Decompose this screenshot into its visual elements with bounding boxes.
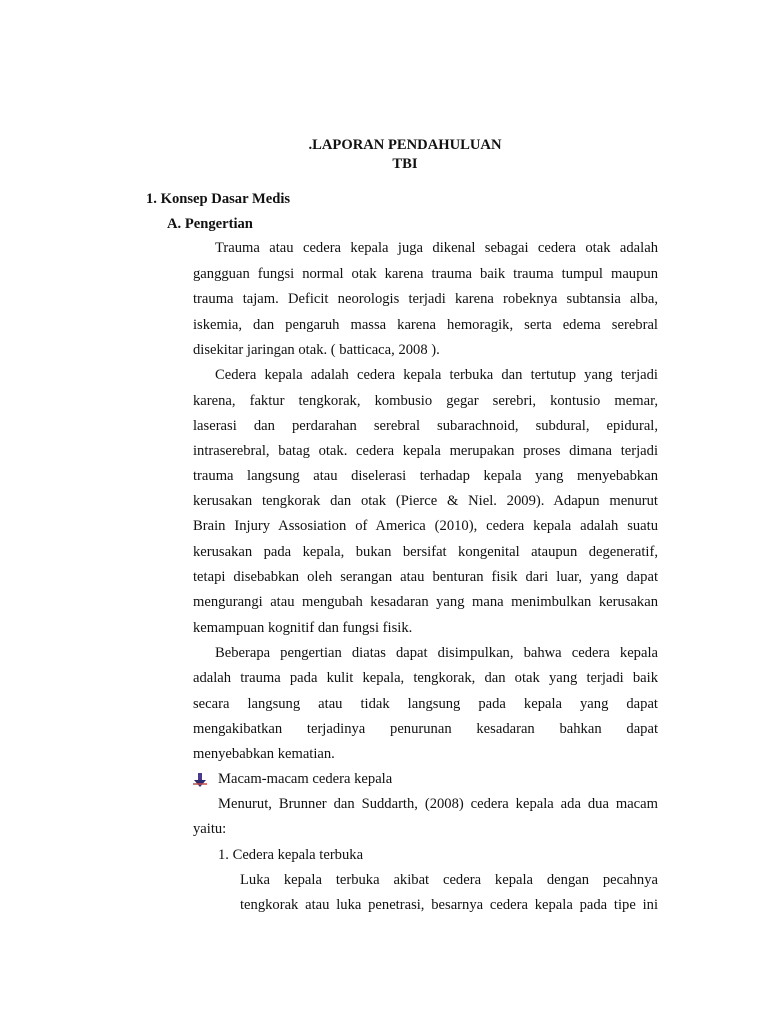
text-line: kerusakan tengkorak dan otak (Pierce & Niel. 2009). Adapun menurut <box>193 493 658 509</box>
text-line: Luka kepala terbuka akibat cedera kepala dengan pecahnya <box>240 872 658 888</box>
text-line: Cedera kepala adalah cedera kepala terbuka dan tertutup yang terjadi <box>215 367 658 383</box>
doc-subtitle: TBI <box>392 156 418 172</box>
text-line: Beberapa pengertian diatas dapat disimpulkan, bahwa cedera kepala <box>215 645 658 661</box>
text-line: menyebabkan kematian. <box>193 746 335 762</box>
text-line: tengkorak atau luka penetrasi, besarnya cedera kepala pada tipe ini <box>240 897 658 913</box>
text-line: secara langsung atau tidak langsung pada kepala yang dapat <box>193 696 658 712</box>
text-line: yaitu: <box>193 821 227 837</box>
text-line: kerusakan pada kepala, bukan bersifat kongenital ataupun degeneratif, <box>193 544 658 560</box>
bullet-label: Macam-macam cedera kepala <box>218 771 393 787</box>
text-line: laserasi dan perdarahan serebral subarachnoid, subdural, epidural, <box>193 418 658 434</box>
text-line: adalah trauma pada kulit kepala, tengkorak, dan otak yang terjadi baik <box>193 670 658 686</box>
text-line: disekitar jaringan otak. ( batticaca, 2008 ). <box>193 342 440 358</box>
text-line: kemampuan kognitif dan fungsi fisik. <box>193 620 413 636</box>
text-line: trauma langsung atau diselerasi terhadap kepala yang menyebabkan <box>193 468 658 484</box>
doc-title: .LAPORAN PENDAHULUAN <box>308 137 502 153</box>
text-line: karena, faktur tengkorak, kombusio gegar serebri, kontusio memar, <box>193 393 658 409</box>
text-line: intraserebral, batag otak. cedera kepala merupakan proses dimana terjadi <box>193 443 658 459</box>
text-line: trauma tajam. Deficit neorologis terjadi karena robeknya subtansia alba, <box>193 291 658 307</box>
text-line: Brain Injury Assosiation of America (2010), cedera kepala adalah suatu <box>193 518 658 534</box>
text-line: mengakibatkan terjadinya penurunan kesadaran bahkan dapat <box>193 721 658 737</box>
text-line: Menurut, Brunner dan Suddarth, (2008) cedera kepala ada dua macam <box>218 796 658 812</box>
text-line: gangguan fungsi normal otak karena trauma baik trauma tumpul maupun <box>193 266 658 282</box>
text-line: Trauma atau cedera kepala juga dikenal sebagai cedera otak adalah <box>215 240 658 256</box>
arrow-down-bullet-icon <box>193 772 207 788</box>
text-line: tetapi disebabkan oleh serangan atau benturan fisik dari luar, yang dapat <box>193 569 658 585</box>
section-heading: 1. Konsep Dasar Medis <box>146 191 291 207</box>
text-line: mengurangi atau mengubah kesadaran yang mana menimbulkan kerusakan <box>193 594 658 610</box>
list-item-label: 1. Cedera kepala terbuka <box>218 847 364 863</box>
subsection-heading: A. Pengertian <box>167 216 253 232</box>
text-line: iskemia, dan pengaruh massa karena hemoragik, serta edema serebral <box>193 317 658 333</box>
